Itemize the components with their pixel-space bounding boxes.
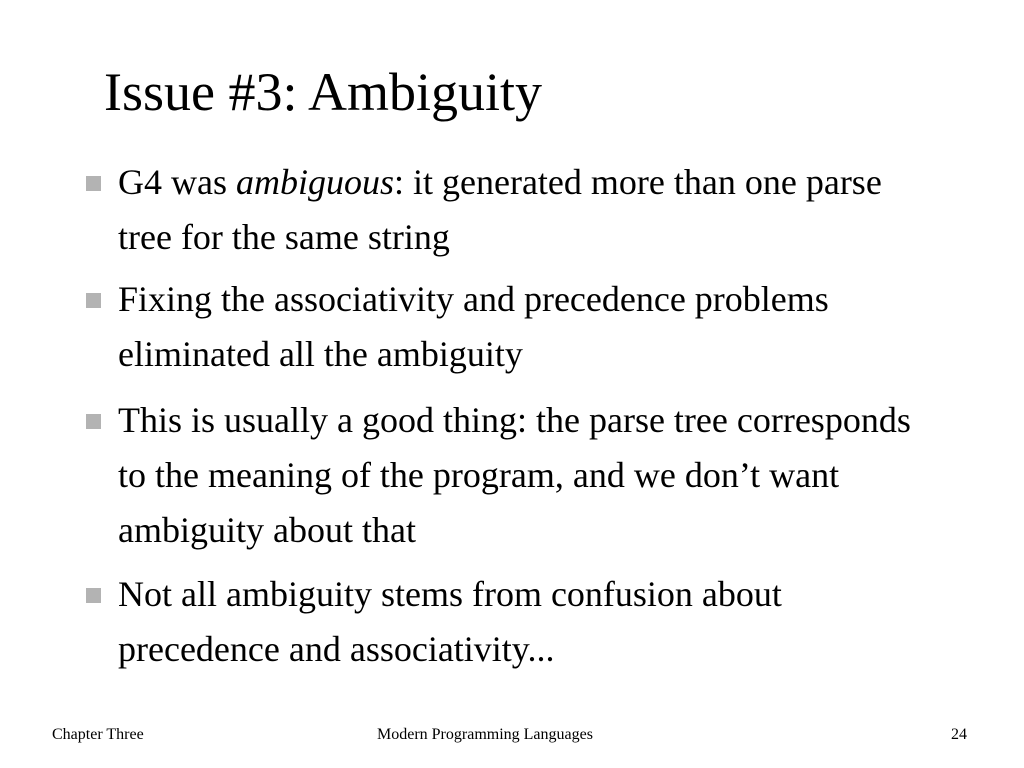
- bullet-text-part: G4 was: [118, 162, 236, 202]
- bullet-text: Not all ambiguity stems from confusion about precedence and associativity...: [118, 574, 782, 669]
- bullet-text: Fixing the associativity and precedence problems eliminated all the ambiguity: [118, 279, 829, 374]
- square-bullet-icon: [86, 588, 101, 603]
- bullet-text: This is usually a good thing: the parse tree corresponds to the meaning of the program, and we don’t want ambiguity about that: [118, 400, 911, 550]
- slide-title: Issue #3: Ambiguity: [104, 62, 543, 122]
- square-bullet-icon: [86, 176, 101, 191]
- emphasized-term: ambiguous: [235, 162, 394, 202]
- footer-course-title: Modern Programming Languages: [377, 726, 593, 743]
- footer-chapter: Chapter Three: [52, 726, 144, 743]
- bullet-item: [118, 272, 938, 382]
- bullet-text: [118, 155, 938, 265]
- bullet-item: [118, 155, 938, 265]
- bullet-item: [118, 393, 938, 558]
- bullet-text-part: : it generated more than one parse tree for the same string: [118, 162, 882, 257]
- bullet-item: [118, 567, 938, 677]
- footer-page-number: 24: [951, 726, 967, 743]
- square-bullet-icon: [86, 293, 101, 308]
- square-bullet-icon: [86, 414, 101, 429]
